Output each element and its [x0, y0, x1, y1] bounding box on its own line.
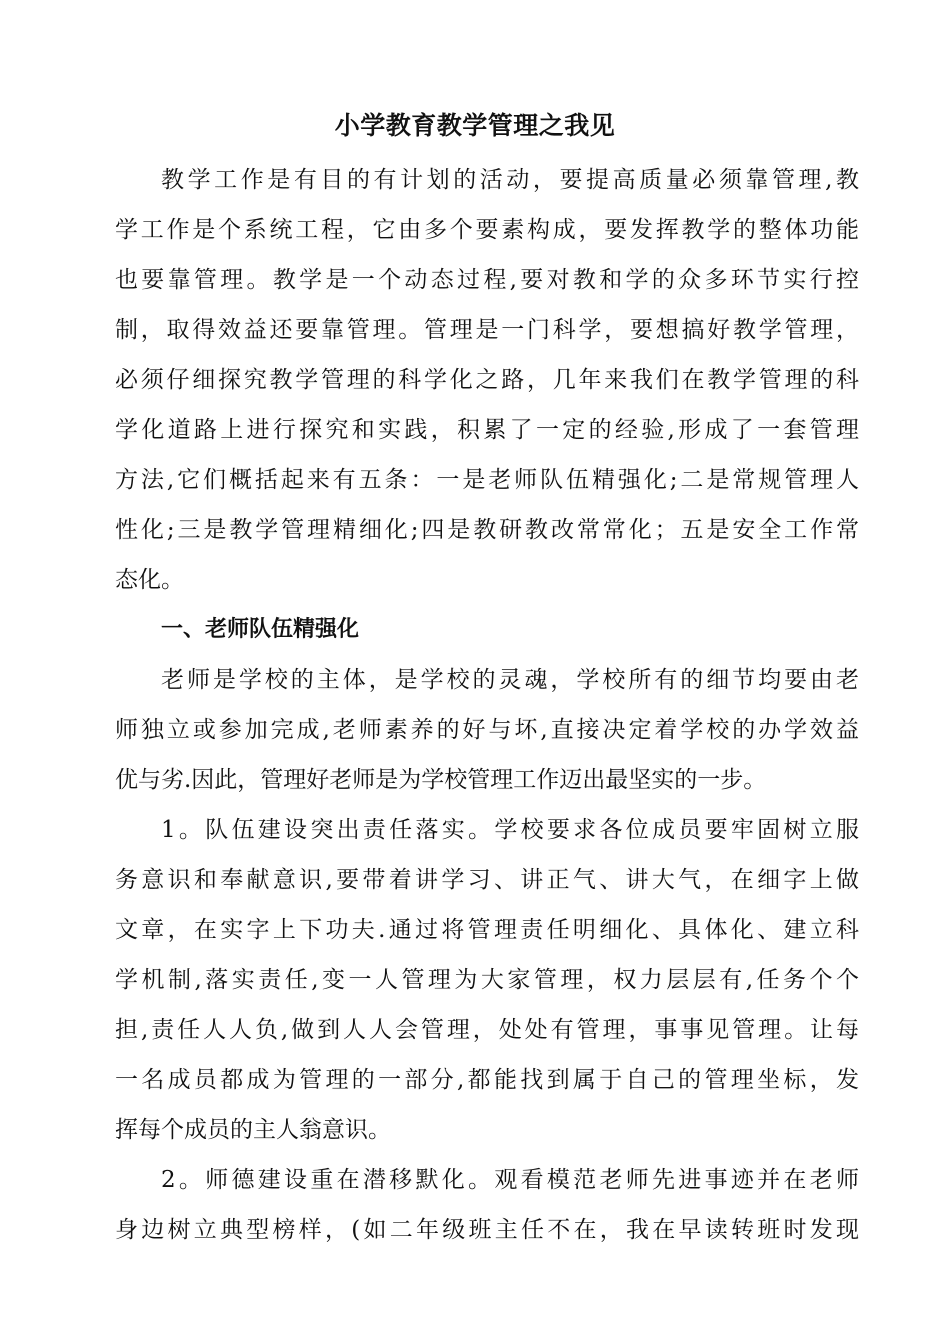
- text-line: 学机制,落实责任,变一人管理为大家管理，权力层层有,任务个个: [115, 967, 859, 993]
- text-line: 方法,它们概括起来有五条：一是老师队伍精强化;二是常规管理人: [115, 467, 859, 493]
- text-line: 担,责任人人负,做到人人会管理，处处有管理，事事见管理。让每: [115, 1017, 859, 1043]
- text-line: 也要靠管理。教学是一个动态过程,要对教和学的众多环节实行控: [115, 267, 859, 293]
- text-line: 学工作是个系统工程，它由多个要素构成，要发挥教学的整体功能: [115, 217, 859, 243]
- text-line: 身边树立典型榜样，(如二年级班主任不在，我在早读转班时发现: [115, 1217, 859, 1243]
- text-line: 挥每个成员的主人翁意识。: [115, 1117, 391, 1143]
- text-line: 2。师德建设重在潜移默化。观看模范老师先进事迹并在老师: [161, 1167, 859, 1193]
- text-line: 优与劣.因此，管理好老师是为学校管理工作迈出最坚实的一步。: [115, 767, 767, 793]
- text-line: 文章，在实字上下功夫.通过将管理责任明细化、具体化、建立科: [115, 917, 859, 943]
- text-line: 老师是学校的主体，是学校的灵魂，学校所有的细节均要由老: [161, 667, 859, 693]
- text-line: 必须仔细探究教学管理的科学化之路，几年来我们在教学管理的科: [115, 367, 859, 393]
- text-line: 师独立或参加完成,老师素养的好与坏,直接决定着学校的办学效益: [115, 717, 859, 743]
- text-line: 性化;三是教学管理精细化;四是教研教改常常化；五是安全工作常: [115, 517, 859, 543]
- text-line: 态化。: [115, 567, 184, 593]
- document-title: 小学教育教学管理之我见: [334, 111, 616, 140]
- text-line: 教学工作是有目的有计划的活动，要提高质量必须靠管理,教: [161, 167, 859, 193]
- text-line: 1。队伍建设突出责任落实。学校要求各位成员要牢固树立服: [161, 817, 859, 843]
- section-heading: 一、老师队伍精强化: [161, 617, 360, 642]
- text-line: 学化道路上进行探究和实践，积累了一定的经验,形成了一套管理: [115, 417, 859, 443]
- text-line: 一名成员都成为管理的一部分,都能找到属于自己的管理坐标，发: [115, 1067, 859, 1093]
- document-body: [115, 155, 859, 1255]
- text-line: 制，取得效益还要靠管理。管理是一门科学，要想搞好教学管理，: [115, 317, 859, 343]
- text-line: 务意识和奉献意识,要带着讲学习、讲正气、讲大气，在细字上做: [115, 867, 859, 893]
